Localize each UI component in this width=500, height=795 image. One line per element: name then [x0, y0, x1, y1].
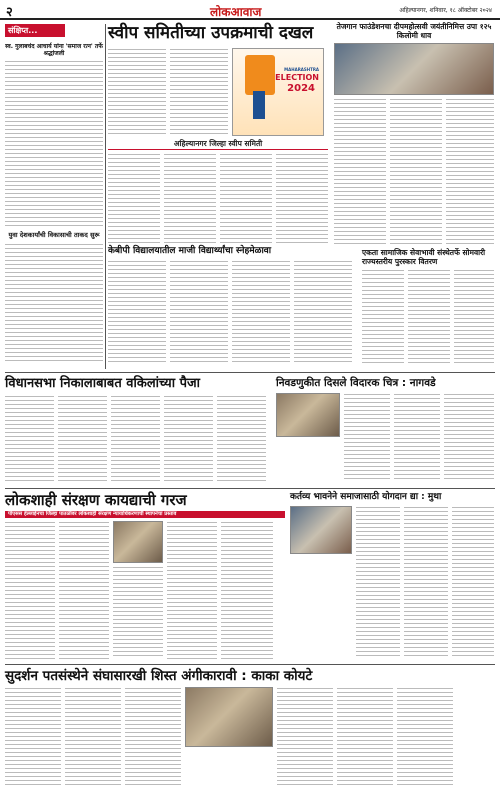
r3l-col-5 — [217, 395, 266, 481]
lead-col-5 — [220, 153, 272, 243]
r3r-col-3 — [444, 393, 494, 481]
m1-col-4 — [294, 260, 352, 362]
dateline: अहिल्यानगर, शनिवार, १८ ऑक्टोबर २०२४ — [399, 7, 492, 14]
bottom-headline: सुदर्शन पतसंस्थेने संघासारखी शिस्त अंगीकारावी : काका कोयटे — [5, 668, 313, 684]
sidebar-item2-title: युवा देशकार्यांची विकासाची ताकद सुरू — [8, 231, 100, 239]
row3-right-photo — [276, 393, 340, 437]
r4l-col-5 — [221, 521, 273, 659]
bottom-story — [5, 667, 495, 791]
r4r-col-2 — [404, 506, 448, 656]
row4-right-photo — [290, 506, 352, 554]
voter-hand-icon — [253, 91, 265, 119]
lead-col-2 — [170, 48, 228, 136]
middle-story-2 — [362, 248, 494, 368]
sidebar-item1-body — [5, 60, 103, 228]
row4-right-headline: कर्तव्य भावनेने समाजासाठी योगदान द्या : मुथा — [290, 492, 442, 502]
lead-col-4 — [164, 153, 216, 243]
r4l-col-4 — [167, 521, 217, 659]
sidebar-item2-body — [5, 243, 103, 363]
b-col-4 — [277, 687, 333, 787]
sidebar — [5, 24, 103, 374]
middle-story1-headline: केबीपी विद्यालयातील माजी विद्यार्थ्यांचा स्नेहमेळावा — [108, 246, 272, 256]
lead-col-6 — [276, 153, 328, 243]
lead-col-3 — [108, 153, 160, 243]
m1-col-2 — [170, 260, 228, 362]
badge-year: 2024 — [287, 83, 315, 94]
row4-left-story — [5, 491, 285, 661]
row4-right-story — [290, 491, 494, 661]
r3l-col-3 — [111, 395, 160, 481]
page-number: २ — [6, 5, 13, 20]
row3-left-headline: विधानसभा निकालाबाबत वकिलांच्या पैजा — [5, 376, 200, 391]
election-badge — [232, 48, 324, 136]
m2-col-2 — [408, 269, 450, 365]
lead-caption: अहिल्यानगर जिल्हा स्वीप समिती — [108, 139, 328, 150]
middle-story2-headline: एकता सामाजिक सेवाभावी संस्थेतर्फे सोमवारी राज्यस्तरीय पुरस्कार वितरण — [362, 248, 486, 266]
right-top-col-2 — [390, 98, 442, 246]
r3l-col-4 — [164, 395, 213, 481]
b-col-1 — [5, 687, 61, 787]
right-top-col-3 — [446, 98, 494, 246]
badge-main: ELECTION — [275, 73, 319, 82]
r3l-col-2 — [58, 395, 107, 481]
r4l-col-3 — [113, 521, 163, 659]
row3-left-story — [5, 376, 270, 484]
brand-logo: लोकआवाज — [210, 5, 262, 19]
row4-left-photo — [113, 521, 163, 563]
row4-left-headline: लोकशाही संरक्षण कायद्याची गरज — [5, 491, 187, 509]
b-col-5 — [337, 687, 393, 787]
m2-col-3 — [454, 269, 494, 365]
r3r-col-1 — [344, 393, 390, 481]
m1-col-3 — [232, 260, 290, 362]
right-top-story — [334, 22, 494, 247]
b-col-3 — [125, 687, 181, 787]
r4r-col-1 — [356, 506, 400, 656]
right-top-headline: तेजगान फाउंडेशनचा दीपमहोत्सवी जयंतीनिमित्त उपा १२५ किलोमी धाव — [336, 22, 492, 40]
m2-col-1 — [362, 269, 404, 365]
r4l-col-2 — [59, 521, 109, 659]
middle-story-1 — [108, 246, 358, 366]
r3r-col-2 — [394, 393, 440, 481]
m1-col-1 — [108, 260, 166, 362]
r3l-col-1 — [5, 395, 54, 481]
lead-story — [108, 22, 328, 242]
lead-headline: स्वीप समितीच्या उपक्रमाची दखल — [108, 23, 314, 43]
bottom-photo — [185, 687, 273, 747]
ballot-box-icon — [245, 55, 275, 95]
row3-right-story — [276, 376, 494, 484]
row4-left-subhead: पीएसस हेल्लाईनचा जिल्हा पातळीवर लोकशाही संरक्षण न्यायाधिकरणाची स्थापनेचा प्रस्ताव — [5, 511, 285, 518]
row3-right-headline: निवडणुकीत दिसले विदारक चित्र : नागवडे — [276, 377, 436, 389]
masthead — [0, 0, 500, 20]
r4r-col-3 — [452, 506, 494, 656]
sidebar-item1-title: स्व. गुलाबचंद आचार्य यांना 'समाज रत्न' तर्फे श्रद्धांजली — [5, 43, 103, 57]
right-top-col-1 — [334, 98, 386, 246]
r4l-col-1 — [5, 521, 55, 659]
sidebar-heading: संक्षिप्त... — [5, 24, 65, 37]
badge-top: MAHARASHTRA — [284, 67, 319, 72]
right-top-photo — [334, 43, 494, 95]
b-col-2 — [65, 687, 121, 787]
b-col-6 — [397, 687, 453, 787]
lead-col-1 — [108, 48, 166, 136]
